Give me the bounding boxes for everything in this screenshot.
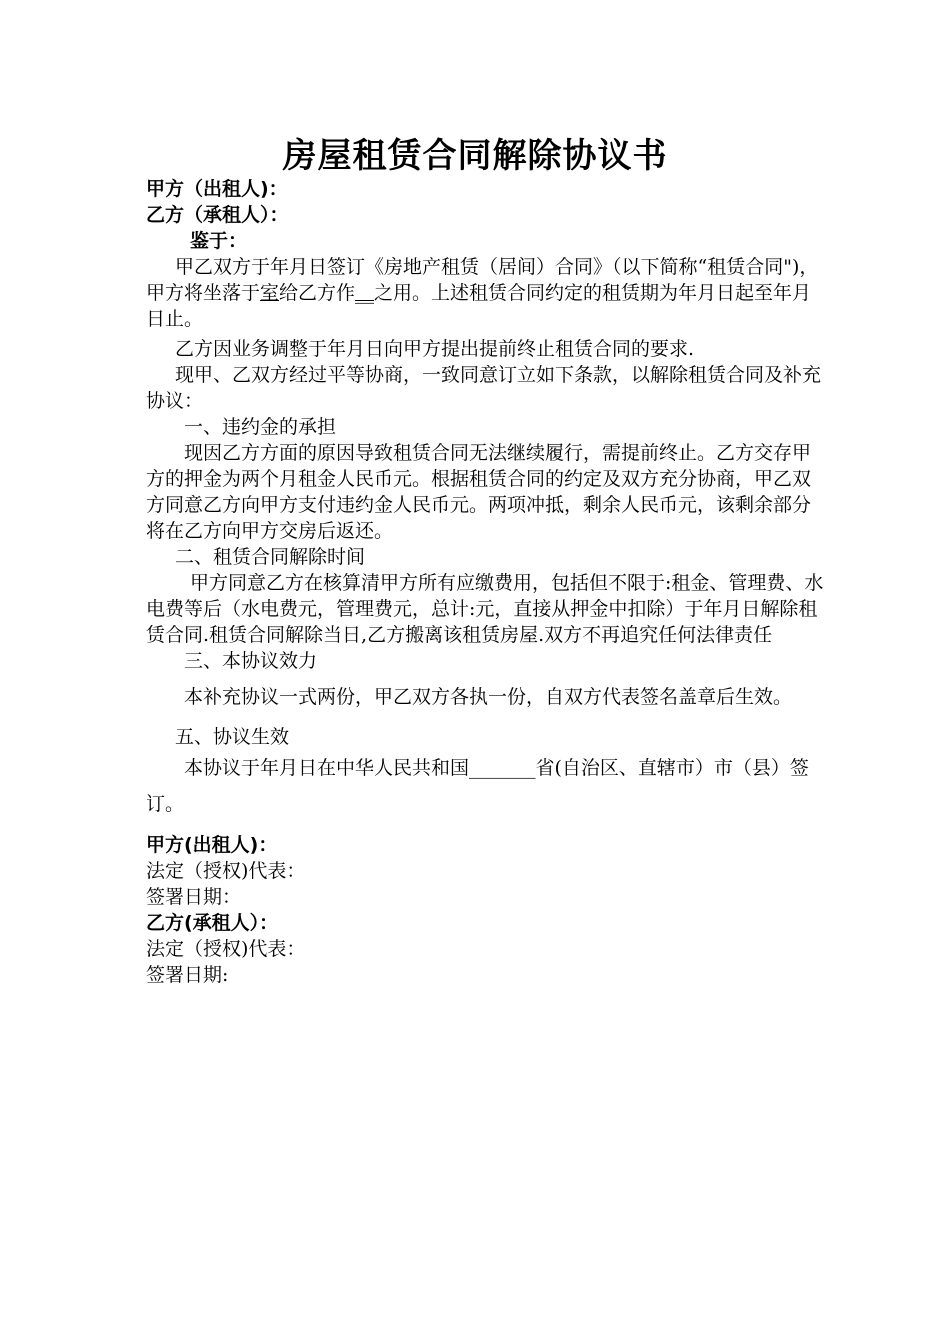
section-3-title: 三、本协议效力 — [184, 650, 318, 672]
signature-party-a-representative: 法定（授权)代表： — [146, 860, 306, 882]
agreement-intro-paragraph: 现甲、乙双方经过平等协商，一致同意订立如下条款，以解除租赁合同及补充协议： — [146, 364, 822, 412]
recital-underlined-blank: __ — [355, 282, 375, 304]
section-1-title: 一、违约金的承担 — [184, 416, 337, 438]
document-body — [146, 176, 826, 988]
recital-text-c: 之用。上述租赁合同约定的租赁期为年月日起至年月日止。 — [146, 282, 812, 330]
section-5-title: 五、协议生效 — [175, 726, 290, 748]
recital-text-b: 给乙方作 — [279, 282, 356, 304]
signature-party-b-date: 签署日期: — [146, 964, 229, 986]
section-1-body: 现因乙方方面的原因导致租赁合同无法继续履行，需提前终止。乙方交存甲方的押金为两个月租金人民币元。根据租赁合同的约定及双方充分协商，甲乙双方同意乙方向甲方支付违约金人民币元。两项冲抵，剩余人民币元，该剩余部分将在乙方向甲方交房后返还。 — [146, 442, 812, 542]
signature-party-b-representative: 法定（授权)代表： — [146, 938, 306, 960]
document-title: 房屋租赁合同解除协议书 — [282, 136, 668, 176]
whereas-label: 鉴于： — [190, 230, 248, 252]
section-2-title: 二、租赁合同解除时间 — [175, 546, 366, 568]
signature-party-a-date: 签署日期： — [146, 886, 242, 908]
termination-request-paragraph: 乙方因业务调整于年月日向甲方提出提前终止租赁合同的要求. — [175, 338, 695, 360]
section-2-body: 甲方同意乙方在核算清甲方所有应缴费用，包括但不限于:租金、管理费、水电费等后（水电费元，管理费元，总计:元，直接从押金中扣除）于年月日解除租赁合同.租赁合同解除当日,乙方搬离该租赁房屋.双方不再追究任何法律责任 — [146, 572, 824, 646]
recital-text-a: 甲乙双方于年月日签订《房地产租赁（居间）合同》（以下简称“租赁合同")，甲方将坐落于 — [146, 256, 819, 304]
recital-underlined-room: 室 — [260, 282, 280, 304]
party-a-header: 甲方（出租人)： — [146, 178, 288, 200]
section-3-body: 本补充协议一式两份，甲乙双方各执一份，自双方代表签名盖章后生效。 — [184, 686, 793, 708]
recital-paragraph — [146, 254, 826, 332]
signature-party-a-title: 甲方(出租人)： — [146, 834, 278, 856]
party-b-header: 乙方（承租人）： — [146, 204, 289, 226]
signature-party-b-title: 乙方(承租人）： — [146, 912, 279, 934]
section-5-body: 本协议于年月日在中华人民共和国_______省(自治区、直辖市）市（县）签订。 — [146, 757, 809, 815]
